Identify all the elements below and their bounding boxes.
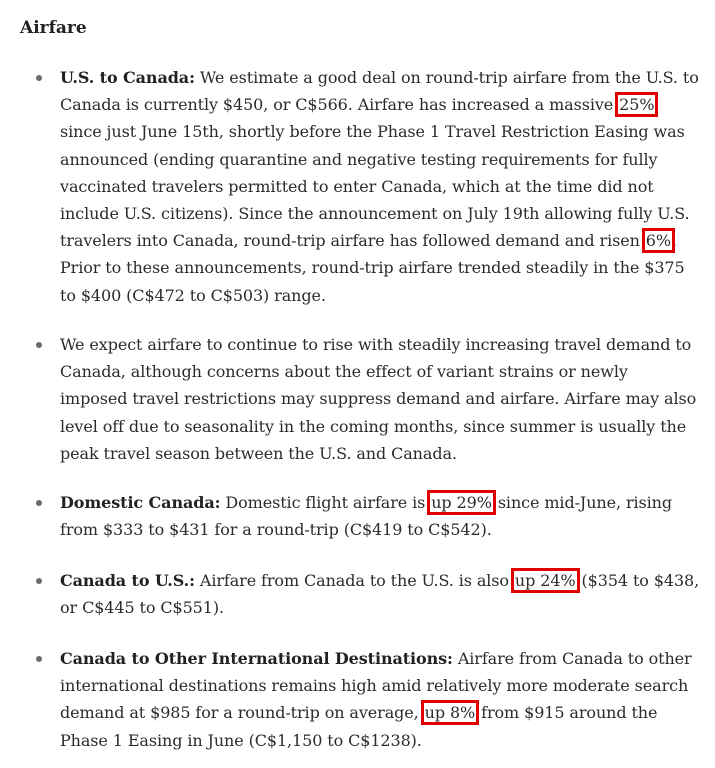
- bullet-outlook: [60, 331, 700, 467]
- bullet-text: from $915 around the Phase 1 Easing in June (C$1,150 to C$1238).: [60, 703, 658, 750]
- highlighted-figure: up 24%: [514, 571, 576, 590]
- bullet-text: Airfare from Canada to the U.S. is also: [194, 571, 514, 590]
- bullet-paragraph: [60, 64, 700, 309]
- bullet-dot-icon: [36, 342, 42, 348]
- bullet-lead: Domestic Canada:: [60, 493, 221, 512]
- bullet-canada-to-us: [60, 567, 700, 621]
- bullet-text: Domestic flight airfare is: [220, 493, 431, 512]
- bullet-paragraph: [60, 645, 700, 754]
- bullet-canada-to-international: [60, 645, 700, 754]
- bullet-text: Airfare from Canada to other international destinations remains high amid relatively more moderate search demand at $985 for a round-trip on average,: [60, 649, 692, 723]
- bullet-lead: Canada to Other International Destinations:: [60, 649, 453, 668]
- bullet-text: We estimate a good deal on round-trip airfare from the U.S. to Canada is currently $450, or C$566. Airfare has increased a massive: [60, 68, 699, 115]
- bullet-text: . Prior to these announcements, round-trip airfare trended steadily in the $375 to $400 (C$472 to C$503) range.: [60, 231, 685, 305]
- bullet-dot-icon: [36, 75, 42, 81]
- bullet-domestic-canada: [60, 489, 700, 543]
- bullet-paragraph: We expect airfare to continue to rise with steadily increasing travel demand to Canada, although concerns about the effect of variant strains or newly imposed travel restrictions may suppress demand and airfare. Airfare may also level off due to seasonality in the coming months, since summer is usually the peak travel season between the U.S. and Canada.: [60, 335, 697, 463]
- highlighted-figure: up 8%: [424, 703, 476, 723]
- bullet-dot-icon: [36, 500, 42, 506]
- bullet-dot-icon: [36, 656, 42, 662]
- highlighted-figure: 25%: [619, 95, 655, 115]
- bullet-us-to-canada: [60, 64, 700, 309]
- bullet-text: ($354 to $438, or C$445 to C$551).: [60, 571, 700, 618]
- section-heading: Airfare: [20, 18, 87, 38]
- highlighted-figure: up 29%: [431, 493, 492, 512]
- bullet-text: since mid-June, rising from $333 to $431 for a round-trip (C$419 to C$542).: [60, 493, 673, 540]
- bullet-paragraph: [60, 567, 700, 621]
- highlighted-figure: 6%: [645, 231, 671, 251]
- bullet-lead: U.S. to Canada:: [60, 68, 195, 87]
- bullet-dot-icon: [36, 578, 42, 584]
- bullet-lead: Canada to U.S.:: [60, 571, 195, 590]
- bullet-paragraph: [60, 489, 700, 543]
- bullet-text: since just June 15th, shortly before the Phase 1 Travel Restriction Easing was announced (ending quarantine and negative testing requirements for fully vaccinated travelers permitted to enter Canada, which at the time did not include U.S. citizens). Since the announcement on July 19th allowing fully U.S. travelers into Canada, round-trip airfare has followed demand and risen: [60, 122, 690, 251]
